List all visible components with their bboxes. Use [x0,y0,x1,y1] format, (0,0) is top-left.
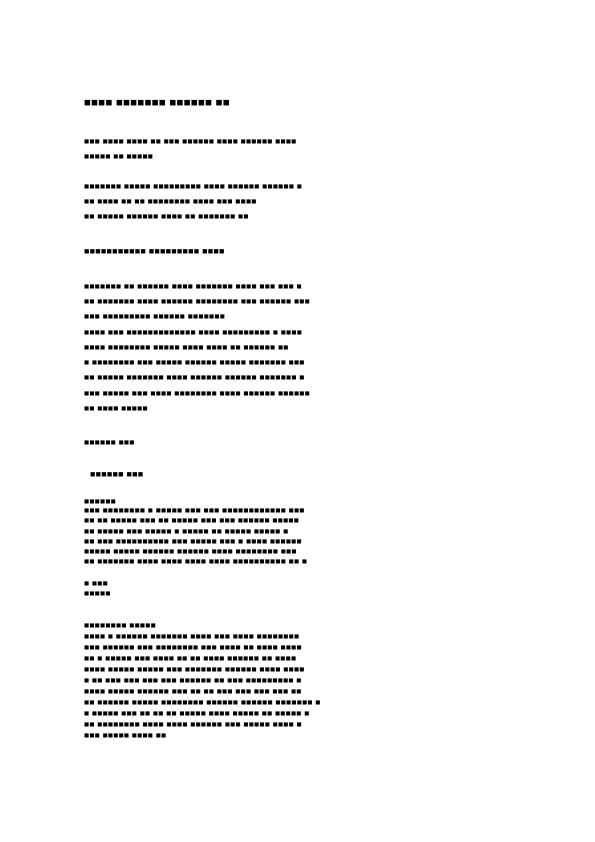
section-heading: ■■■■■■ ■■■ [90,469,144,479]
paragraph-line: ■■ ■■■■■ ■■■■■■ ■■■■ ■■ ■■■■■■■ ■■ [84,211,249,221]
subsection-line: ■■■ ■■■■■■■■ ■ ■■■■■ ■■■ ■■■ ■■■■■■■■■■■■ ■■■ [84,505,305,515]
subsection-line: ■■ ■■■■■ ■■■ ■■■■■ ■ ■■■■■ ■■ ■■■■■ ■■■■■ ■ [84,526,289,536]
subsection-line: ■■■ ■■■■■■ ■■■ ■■■■■■■■ ■■■ ■■■■ ■■ ■■■■ ■■■■ [84,642,302,652]
paragraph-line: ■■■ ■■■■■■■■■ ■■■■■■ ■■■■■■■ [84,311,226,321]
subsection-line: ■■■ ■■■■■ ■■■■ ■■ [84,730,167,740]
paragraph-line: ■■■■ ■■■■■■■■ ■■■■■ ■■■■ ■■■■ ■■ ■■■■■■ ■■ [84,342,289,352]
subsection-line: ■■■■■ ■■■■■ ■■■■■■ ■■■■■■ ■■■■ ■■■■■■■■ ■■■ [84,546,297,556]
subsection-line: ■■ ■■■■■■■■ ■■■■ ■■■■ ■■■■■■ ■■■ ■■■■■ ■■■■ ■ [84,719,302,729]
subsection-line: ■■■■ ■ ■■■■■■ ■■■■■■■ ■■■■ ■■■ ■■■■ ■■■■■■■■ [84,631,300,641]
subsection-line: ■■■■ ■■■■■ ■■■■■ ■■■ ■■■■■■■ ■■■■■■ ■■■■ ■■■■ [84,664,305,674]
subsection-line: ■ ■■■ [84,578,108,588]
paragraph-line: ■■ ■■■■■■■ ■■■■ ■■■■■■ ■■■■■■■■ ■■■ ■■■■■■ ■■■ [84,296,310,306]
short-line: ■■■■■■ ■■■ [84,437,135,447]
paragraph-line: ■■ ■■■■■ ■■■■■■■ ■■■■ ■■■■■■ ■■■■■■ ■■■■■■■ ■ [84,372,305,382]
intro-line: ■■■ ■■■■ ■■■■ ■■ ■■■ ■■■■■■ ■■■■ ■■■■■■ ■■■■ [84,136,297,146]
subsection-line: ■■ ■■ ■■■■■ ■■■ ■■ ■■■■■ ■■■ ■■■ ■■■■■■ ■■■■■ [84,515,300,525]
subsection-line: ■■ ■■■■■■ ■■■■■ ■■■■■■■■ ■■■■■■ ■■■■■■ ■■■■■■■ ■ [84,697,321,707]
subsection-line: ■ ■■ ■■■ ■■■ ■■■ ■■■ ■■■■■■ ■■ ■■■ ■■■■■■■■■ ■ [84,675,302,685]
subsection-line: ■■■■■ [84,588,111,598]
paragraph-line: ■■■■■■■ ■■ ■■■■■■ ■■■■ ■■■■■■■ ■■■■ ■■■ ■■■ ■ [84,281,302,291]
document-title: ■■■■ ■■■■■■■ ■■■■■■ ■■ [84,97,230,109]
paragraph-line: ■■ ■■■■ ■■■■■ [84,403,148,413]
subsection-line: ■ ■■■■■ ■■■ ■■ ■■ ■■ ■■■■■ ■■■■ ■■■■■ ■■ ■■■■■ ■ [84,708,310,718]
subsection-line: ■■ ■■■ ■■■■■■■■■■ ■■■ ■■■■■ ■■■ ■ ■■■■ ■■■■■■ [84,536,302,546]
paragraph-line: ■■■ ■■■■■ ■■■ ■■■■ ■■■■■■■■ ■■■■ ■■■■■■ ■■■■■■ [84,388,310,398]
subsection-line: ■■ ■■■■■■■ ■■■■ ■■■■ ■■■■ ■■■■ ■■■■■■■■■■ ■■ ■ [84,556,308,566]
subsection-title: ■■■■■■■■ ■■■■■ [84,620,156,630]
paragraph-line: ■ ■■■■■■■■ ■■■ ■■■■■ ■■■■■■ ■■■■■ ■■■■■■■ ■■■ [84,357,305,367]
subsection-title: ■■■■■■ [84,496,117,506]
paragraph-line: ■■ ■■■■ ■■ ■■ ■■■■■■■■ ■■■■ ■■■ ■■■■ [84,196,257,206]
subsection-line: ■■■■ ■■■■■ ■■■■■■ ■■■ ■■ ■■ ■■■ ■■■ ■■■ ■■■ ■■ [84,686,302,696]
paragraph-line: ■■■■■■■ ■■■■■ ■■■■■■■■■ ■■■■ ■■■■■■ ■■■■■■ ■ [84,181,303,191]
section-heading: ■■■■■■■■■■■ ■■■■■■■■■ ■■■■ [84,246,225,256]
subsection-line: ■■ ■ ■■■■■ ■■■ ■■■■ ■■ ■■ ■■■■ ■■■■■■ ■■ ■■■■ [84,653,297,663]
paragraph-line: ■■■■ ■■■ ■■■■■■■■■■■■■ ■■■■ ■■■■■■■■■ ■ ■■■■ [84,327,303,337]
intro-line: ■■■■■ ■■ ■■■■■ [84,151,154,161]
